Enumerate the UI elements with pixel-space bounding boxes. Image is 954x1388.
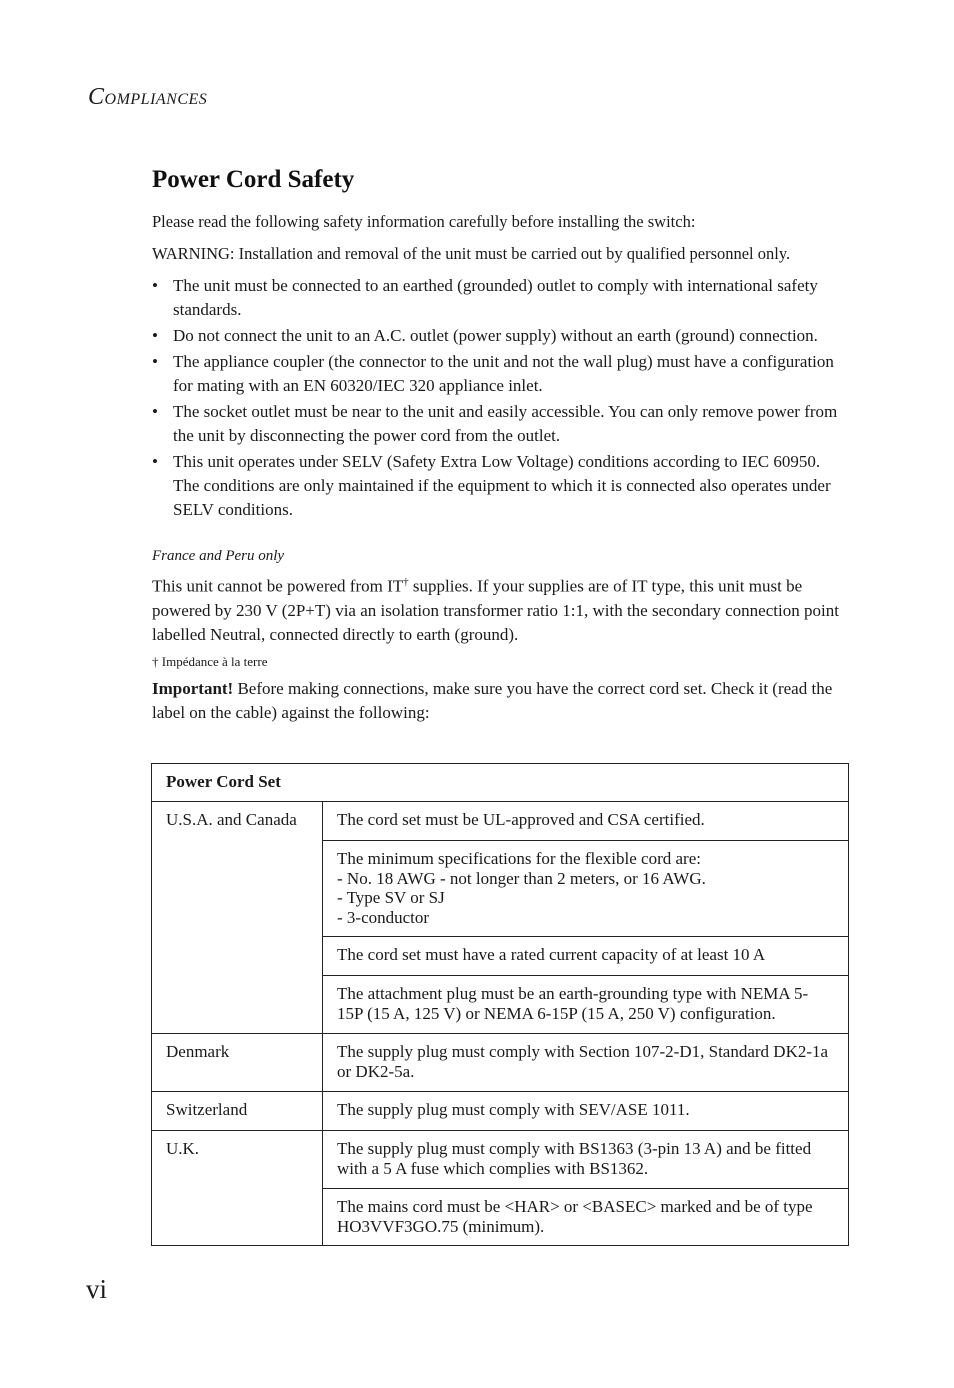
table-row [152, 1034, 849, 1092]
list-item: • The appliance coupler (the connector to the unit and not the wall plug) must have a configuration for mating with an EN 60320/IEC 320 appliance inlet. [152, 352, 834, 395]
table-header-row [152, 764, 849, 802]
running-head: COMPLIANCES [88, 84, 208, 110]
table-row [152, 1131, 849, 1189]
requirement-cell: The supply plug must comply with BS1363 (3-pin 13 A) and be fitted with a 5 A fuse which complies with BS1362. [323, 1131, 849, 1189]
table-header: Power Cord Set [152, 764, 849, 802]
country-cell: Denmark [152, 1034, 323, 1092]
table-row [152, 802, 849, 841]
country-cell: Switzerland [152, 1092, 323, 1131]
country-cell: U.K. [152, 1131, 323, 1246]
requirement-cell: The attachment plug must be an earth-grounding type with NEMA 5-15P (15 A, 125 V) or NEMA 6-15P (15 A, 250 V) configuration. [323, 976, 849, 1034]
footnote: † Impédance à la terre [152, 653, 268, 669]
page-content [152, 166, 848, 725]
list-item: • The unit must be connected to an earthed (grounded) outlet to comply with international safety standards. [152, 276, 818, 319]
intro-text: Please read the following safety information carefully before installing the switch: [152, 212, 696, 231]
safety-list [152, 274, 848, 522]
it-supply-paragraph: This unit cannot be powered from IT† supplies. If your supplies are of IT type, this unit must be powered by 230 V (2P+T) via an isolation transformer ratio 1:1, with the secondary connection point labelled Neutral, connected directly to earth (ground). [152, 576, 839, 644]
list-item: • Do not connect the unit to an A.C. outlet (power supply) without an earth (ground) connection. [152, 326, 818, 345]
requirement-cell: The mains cord must be <HAR> or <BASEC> marked and be of type HO3VVF3GO.75 (minimum). [323, 1189, 849, 1246]
requirement-cell: The cord set must be UL-approved and CSA certified. [323, 802, 849, 841]
country-cell: U.S.A. and Canada [152, 802, 323, 1034]
power-cord-table [151, 763, 849, 1246]
requirement-cell: The minimum specifications for the flexible cord are: - No. 18 AWG - not longer than 2 meters, or 16 AWG. - Type SV or SJ - 3-conductor [323, 841, 849, 937]
page-title: Power Cord Safety [152, 166, 355, 193]
requirement-cell: The supply plug must comply with SEV/ASE 1011. [323, 1092, 849, 1131]
warning-label: WARNING: [152, 244, 235, 263]
important-label: Important! [152, 678, 234, 698]
france-peru-heading: France and Peru only [152, 548, 285, 564]
warning-text: WARNING: Installation and removal of the unit must be carried out by qualified personnel only. [152, 244, 791, 263]
list-item: • The socket outlet must be near to the unit and easily accessible. You can only remove power from the unit by disconnecting the power cord from the outlet. [152, 402, 838, 445]
requirement-cell: The cord set must have a rated current capacity of at least 10 A [323, 937, 849, 976]
important-paragraph: Important! Before making connections, make sure you have the correct cord set. Check it (read the label on the cable) against the following: [152, 678, 833, 722]
list-item: • This unit operates under SELV (Safety Extra Low Voltage) conditions according to IEC 60950. The conditions are only maintained if the equipment to which it is connected also operates under SELV conditions. [152, 452, 831, 519]
requirement-cell: The supply plug must comply with Section 107-2-D1, Standard DK2-1a or DK2-5a. [323, 1034, 849, 1092]
table-row [152, 1092, 849, 1131]
page-number: vi [86, 1274, 108, 1304]
